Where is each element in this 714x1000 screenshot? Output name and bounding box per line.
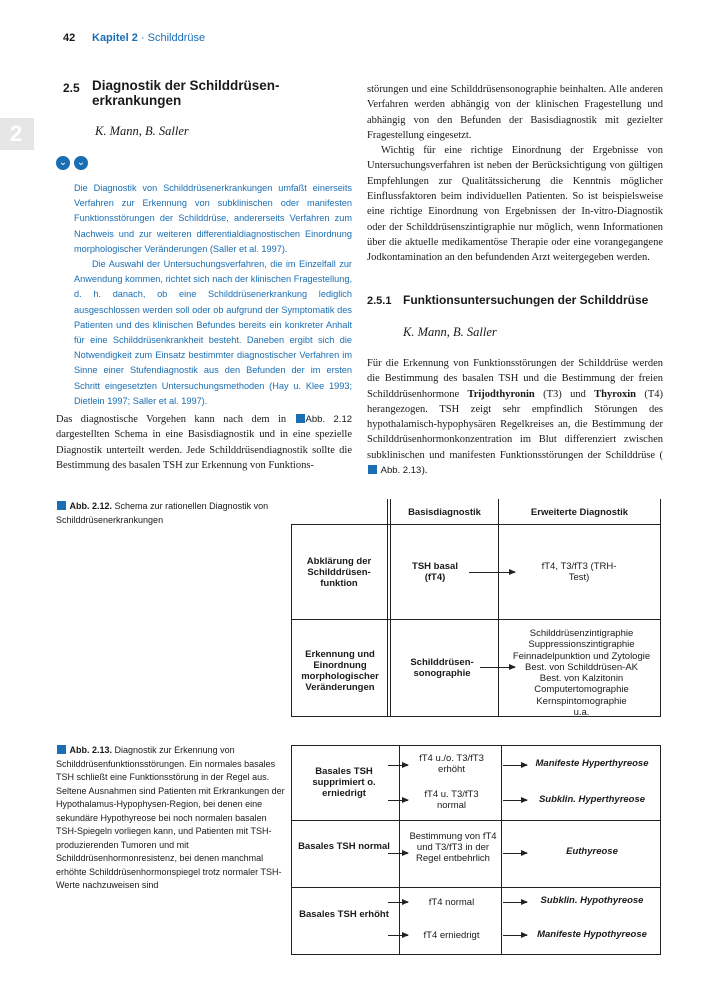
section-title: Diagnostik der Schilddrüsen-erkrankungen [92, 78, 280, 108]
paragraph-text: Das diagnostische Vorgehen kann nach dem in [56, 414, 287, 425]
tsh-elevated-label: Basales TSH erhöht [299, 909, 389, 920]
chapter-label: Kapitel 2 [92, 32, 138, 44]
arrow-right-icon [503, 902, 527, 903]
term-t4: Thyroxin [594, 388, 636, 400]
subsection-title: Funktionsuntersuchungen der Schilddrüse [403, 293, 649, 307]
intro-paragraph: Die Diagnostik von Schilddrüsenerkrankungen umfaßt einerseits Verfahren zur Erkennung von subklinischen oder manifesten Funktionsstörungen der Schilddrüse, andererseits Verfahren zum Nachweis und zur weiteren differentialdiagnostischen Einordnung morphologischer Veränderungen (Saller et al. 1997). [74, 183, 352, 254]
method-item: Suppressionszintigraphie [528, 639, 635, 651]
side-tab-number: 2 [10, 121, 23, 146]
result-ft4-normal: fT4 normal [428, 897, 475, 908]
cell-basis-sonography: Schilddrüsen-sonographie [410, 657, 474, 679]
chevron-down-circle-icon: ⌄ [56, 156, 70, 170]
figure-ref-icon [57, 745, 66, 754]
arrow-right-icon [388, 902, 408, 903]
body-paragraph [56, 412, 352, 473]
diagnosis-euthyroid: Euthyreose [566, 846, 618, 857]
cell-extended-function: fT4, T3/fT3 (TRH-Test) [541, 561, 617, 583]
method-item: Best. von Schilddrüsen-AK [524, 661, 638, 673]
body-paragraph [367, 356, 663, 478]
column-header-extended: Erweiterte Diagnostik [530, 507, 629, 518]
result-not-required: Bestimmung von fT4 und T3/fT3 in der Regel entbehrlich [409, 831, 497, 864]
subsection-number: 2.5.1 [367, 295, 392, 307]
caption-text: Schema zur rationellen Diagnostik von Schilddrüsenerkrankungen [56, 501, 269, 525]
row-label-function: Abklärung der Schilddrüsen-funktion [306, 556, 372, 589]
section-icons [56, 152, 92, 170]
column-header-basis: Basisdiagnostik [408, 507, 481, 518]
section-intro [74, 181, 352, 409]
figure-ref-icon [296, 414, 305, 423]
cell-basis-tsh: TSH basal (fT4) [412, 561, 458, 583]
section-authors: K. Mann, B. Saller [95, 124, 189, 138]
intro-paragraph: Die Auswahl der Untersuchungsverfahren, die im Einzelfall zur Anwendung kommen, richtet sich nach der klinischen Fragestellung, d. h. danach, ob eine Schilddrüsenerkrankung lediglich ausgeschlossen werden soll oder ob aufgrund der Symptomatik des Patienten und des klinischen Befundes bereits ein konkreter Anhalt für eine Schilddrüsenkrankheit besteht. Daneben ergibt sich die Notwendigkeit zum Einsatz bestimmter diagnostischer Verfahren im Sinne einer Stufendiagnostik aus den Befunden der im ersten Schritt eingesetzten Untersuchungsmethoden (Hay u. Klee 1993; Dietlein 1997; Saller et al. 1997). [74, 259, 352, 406]
section-number: 2.5 [63, 81, 80, 95]
method-item: Feinnadelpunktion und Zytologie [512, 650, 651, 662]
paragraph-text: ). [421, 465, 428, 477]
arrow-right-icon [503, 800, 527, 801]
arrow-right-icon [469, 572, 515, 573]
body-paragraph: störungen und eine Schilddrüsensonographie beinhalten. Alle anderen Verfahren werden abhängig von der klinischen Fragestellung und abhängig von den Befunden der Basisdiagnostik mit gezielter Fragestellung eingesetzt. [367, 84, 663, 141]
figure-ref-icon [368, 465, 377, 474]
method-item: u.a. [573, 707, 590, 719]
figure-reference[interactable]: Abb. 2.13 [380, 465, 422, 477]
method-item: Schilddrüsenzintigraphie [529, 628, 634, 639]
figure-caption [56, 744, 286, 893]
term-t3: Trijodthyronin [467, 388, 535, 400]
arrow-right-icon [388, 800, 408, 801]
figure-label: Abb. 2.13. [69, 745, 113, 755]
paragraph-text: (T4) herangezogen. TSH zeigt sehr empfindlich Störungen des hypothalamisch-hypophysären Regelkreises an, die Bestimmung der Schilddrüsenhormonkonzentration im Blut differenziert zwischen subklinischen und manifesten Funktionsstörungen der Schilddrüse ( [367, 388, 663, 461]
diagnostic-schema-table [291, 499, 661, 717]
diagnosis-manifest-hypo: Manifeste Hypothyreose [537, 929, 647, 940]
diagnosis-subclinical-hyper: Subklin. Hyperthyreose [538, 794, 646, 805]
method-item: Best. von Kalzitonin [539, 673, 624, 685]
arrow-right-icon [388, 765, 408, 766]
arrow-right-icon [503, 853, 527, 854]
page-number: 42 [63, 32, 76, 44]
cell-extended-morphology [505, 628, 658, 718]
figure-ref-icon [57, 501, 66, 510]
figure-label: Abb. 2.12. [69, 501, 113, 511]
tsh-normal-label: Basales TSH normal [298, 841, 390, 852]
paragraph-text: dargestellten Schema in eine Basisdiagnostik und in eine spezielle Diagnostik unterteilt werden. Jede Schilddrüsendiagnostik sollte die Bestimmung des basalen TSH zur Erkennung von Funktions- [56, 429, 352, 471]
subsection-authors: K. Mann, B. Saller [403, 325, 497, 339]
body-paragraph: Wichtig für eine richtige Einordnung der Ergebnisse von Untersuchungsverfahren ist neben der Berücksichtigung von gültigen Empfehlungen zur Qualitätssicherung die Kenntnis möglicher Einflussfaktoren beim individuellen Patienten. So ist beispielsweise eine richtige Einordnung von Ergebnissen der In-vitro-Diagnostik oder der Schilddrüsenszintigraphie nur möglich, wenn Informationen über die aktuelle medikamentöse Therapie oder eine vorangegangene Jodkontamination an den befundenden Arzt weitergegeben werden. [367, 145, 663, 264]
arrow-right-icon [388, 935, 408, 936]
paragraph-text: (T3) und [543, 388, 586, 400]
figure-reference[interactable]: Abb. 2.12 [305, 414, 353, 425]
chapter-topic: Schilddrüse [147, 32, 206, 44]
result-ft4-high: fT4 u./o. T3/fT3 erhöht [419, 753, 484, 775]
diagnosis-subclinical-hypo: Subklin. Hypothyreose [540, 895, 644, 906]
paragraph-text: Für die Erkennung von Funktionsstörungen der Schilddrüse werden die Bestimmung des basalen TSH und die Bestimmung der freien Schilddrüsenhormone [367, 358, 663, 400]
caption-text: Diagnostik zur Erkennung von Schilddrüsenfunktionsstörungen. Ein normales basales TSH schließt eine Funktionsstörung in der Regel aus. Seltene Ausnahmen sind Patienten mit Erkrankungen der Hypothalamus-Hypophysen-Region, bei denen eine sekundäre Hypothyreose bei noch normalen basalen TSH-Spiegeln vorliegen kann, und Patienten mit TSH-produzierenden Tumoren und mit Schilddrüsenhormonresistenz, bei denen manchmal erhöhte Schilddrüsenhormonspiegel trotz normaler TSH-Werte nachzuweisen sind [56, 745, 285, 890]
thyroid-function-table [291, 745, 661, 955]
chevron-down-circle-icon: ⌄ [74, 156, 88, 170]
method-item: Kernspintomographie [536, 695, 627, 707]
body-column-right [367, 82, 663, 266]
chapter-side-tab [0, 118, 34, 150]
diagnosis-manifest-hyper: Manifeste Hyperthyreose [535, 758, 649, 769]
arrow-right-icon [503, 765, 527, 766]
running-header [92, 32, 205, 44]
tsh-suppressed-label: Basales TSH supprimiert o. erniedrigt [312, 766, 376, 799]
arrow-right-icon [388, 853, 408, 854]
chapter-separator: · [137, 32, 148, 44]
row-label-morphology: Erkennung und Einordnung morphologischer Veränderungen [301, 649, 379, 693]
figure-caption [56, 500, 286, 527]
method-item: Computertomographie [534, 684, 629, 696]
arrow-right-icon [503, 935, 527, 936]
result-ft4-normal: fT4 u. T3/fT3 normal [424, 789, 479, 811]
result-ft4-low: fT4 erniedrigt [423, 930, 480, 941]
